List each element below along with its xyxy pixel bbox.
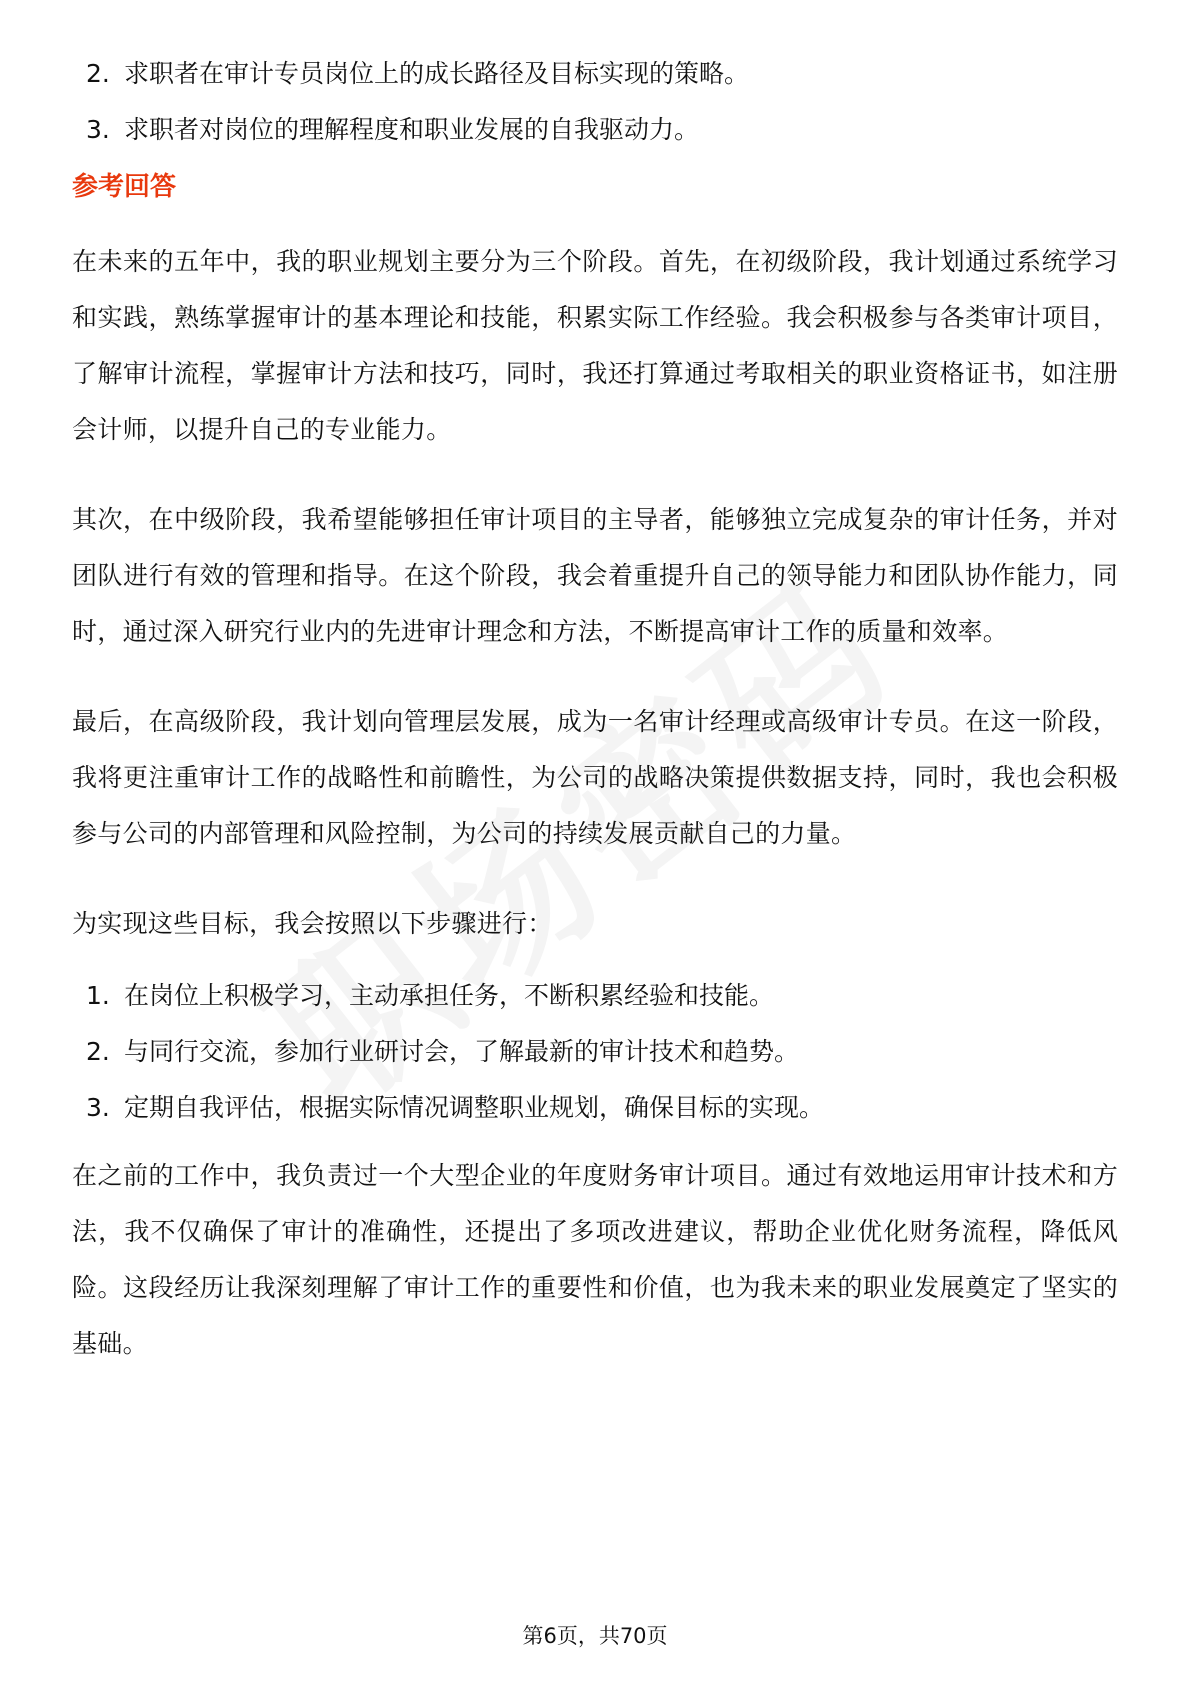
list-item-text: 定期自我评估，根据实际情况调整职业规划，确保目标的实现。 — [124, 1093, 825, 1122]
paragraph: 其次，在中级阶段，我希望能够担任审计项目的主导者，能够独立完成复杂的审计任务，并对团队进行有效的管理和指导。在这个阶段，我会着重提升自己的领导能力和团队协作能力，同时，通过深入研究行业内的先进审计理念和方法，不断提高审计工作的质量和效率。 — [72, 505, 1118, 646]
list-item-text: 求职者对岗位的理解程度和职业发展的自我驱动力。 — [124, 115, 700, 144]
paragraph: 为实现这些目标，我会按照以下步骤进行： — [72, 909, 553, 938]
list-item — [72, 1092, 1118, 1124]
list-item-number: 2. — [86, 59, 110, 88]
steps-list — [72, 980, 1118, 1124]
list-item-number: 3. — [86, 1093, 110, 1122]
page-content — [72, 58, 1118, 1406]
page-number-footer: 第6页，共70页 — [522, 1624, 668, 1648]
list-item — [72, 980, 1118, 1012]
paragraph: 最后，在高级阶段，我计划向管理层发展，成为一名审计经理或高级审计专员。在这一阶段，我将更注重审计工作的战略性和前瞻性，为公司的战略决策提供数据支持，同时，我也会积极参与公司的内部管理和风险控制，为公司的持续发展贡献自己的力量。 — [72, 707, 1118, 848]
list-item-number: 1. — [86, 981, 110, 1010]
list-item — [72, 1036, 1118, 1068]
list-item-text: 与同行交流，参加行业研讨会，了解最新的审计技术和趋势。 — [124, 1037, 800, 1066]
list-item-number: 3. — [86, 115, 110, 144]
criteria-list — [72, 58, 1118, 146]
list-item-text: 在岗位上积极学习，主动承担任务，不断积累经验和技能。 — [124, 981, 775, 1010]
section-heading: 参考回答 — [72, 172, 177, 202]
paragraph: 在未来的五年中，我的职业规划主要分为三个阶段。首先，在初级阶段，我计划通过系统学习和实践，熟练掌握审计的基本理论和技能，积累实际工作经验。我会积极参与各类审计项目，了解审计流程，掌握审计方法和技巧，同时，我还打算通过考取相关的职业资格证书，如注册会计师，以提升自己的专业能力。 — [72, 247, 1118, 444]
list-item — [72, 58, 1118, 90]
list-item — [72, 114, 1118, 146]
list-item-text: 求职者在审计专员岗位上的成长路径及目标实现的策略。 — [124, 59, 750, 88]
closing-paragraph: 在之前的工作中，我负责过一个大型企业的年度财务审计项目。通过有效地运用审计技术和方法，我不仅确保了审计的准确性，还提出了多项改进建议，帮助企业优化财务流程，降低风险。这段经历让我深刻理解了审计工作的重要性和价值，也为我未来的职业发展奠定了坚实的基础。 — [72, 1161, 1118, 1358]
list-item-number: 2. — [86, 1037, 110, 1066]
